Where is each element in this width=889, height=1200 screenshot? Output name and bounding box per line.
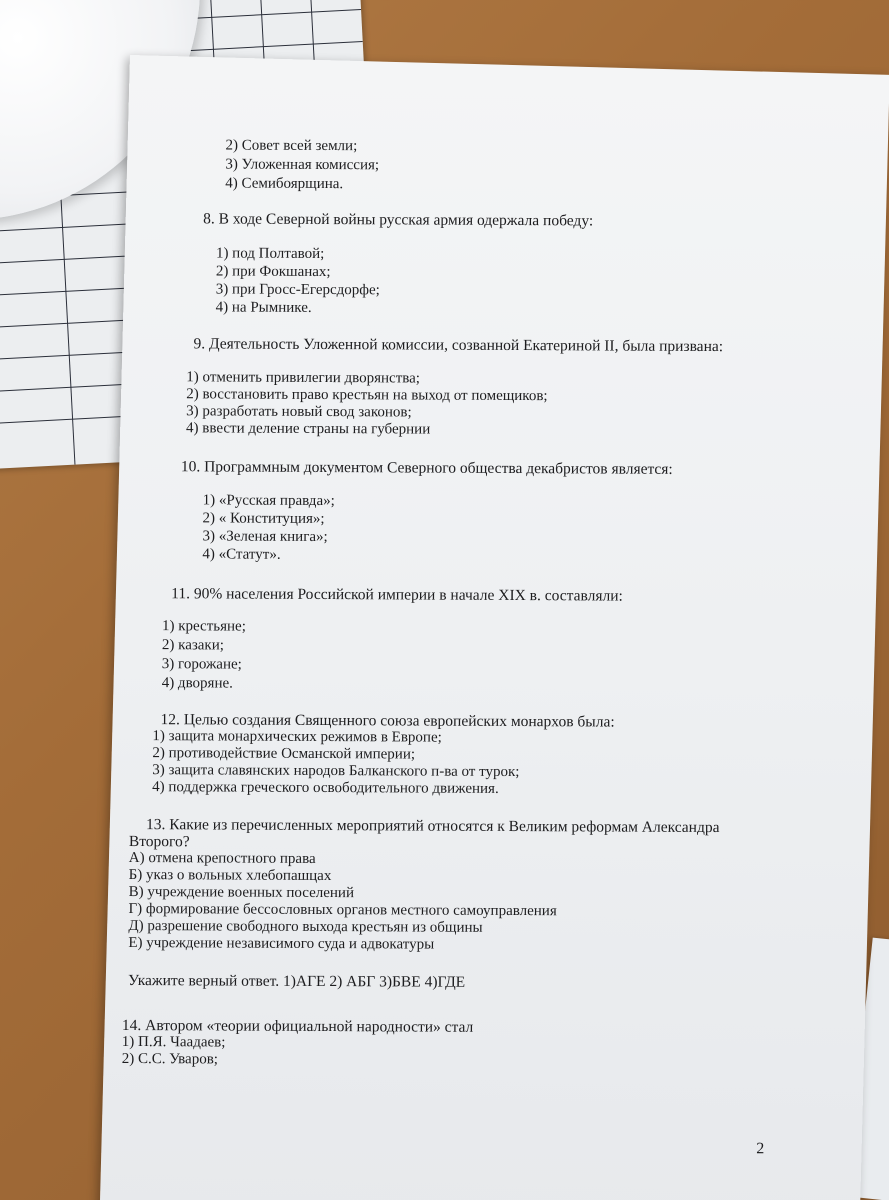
q13-title: 13. Какие из перечисленных мероприятий относятся к Великим реформам Александра: [145, 816, 720, 837]
q11-option: 2) казаки;: [161, 637, 224, 654]
q13-option: Е) учреждение независимого суда и адвокатуры: [128, 935, 435, 953]
q11-option: 3) горожане;: [161, 656, 242, 673]
q12-option: 1) защита монархических режимов в Европе;: [152, 728, 442, 746]
q8-option: 1) под Полтавой;: [215, 245, 325, 263]
q10-option: 1) «Русская правда»;: [202, 492, 335, 510]
q14-option: 1) П.Я. Чаадаев;: [121, 1033, 226, 1051]
q10-title: 10. Программным документом Северного общества декабристов является:: [180, 458, 673, 478]
q12-option: 3) защита славянских народов Балканского п-ва от турок;: [152, 762, 520, 781]
q8-option: 3) при Гросс-Егерсдорфе;: [215, 281, 380, 299]
q9-option: 1) отменить привилегии дворянства;: [186, 369, 421, 387]
q12-title: 12. Целью создания Священного союза европейских монархов была:: [160, 711, 615, 731]
q13-option: В) учреждение военных поселений: [128, 884, 355, 902]
q8-option: 2) при Фокшанах;: [215, 263, 331, 281]
q12-option: 2) противодействие Османской империи;: [152, 745, 416, 763]
q13-answer-prompt: Укажите верный ответ. 1)АГЕ 2) АБГ 3)БВЕ 4)ГДЕ: [128, 972, 466, 991]
q11-title: 11. 90% населения Российской империи в начале XIX в. составляли:: [171, 585, 623, 605]
q8-option: 4) на Рымнике.: [215, 299, 312, 316]
q7-option: 3) Уложенная комиссия;: [225, 156, 380, 174]
q7-option: 4) Семибоярщина.: [225, 175, 344, 193]
q14-option: 2) С.С. Уваров;: [121, 1050, 219, 1068]
q13-option: Д) разрешение свободного выхода крестьян из общины: [128, 918, 483, 936]
q13-option: Б) указ о вольных хлебопашцах: [128, 867, 332, 885]
q13-option: А) отмена крепостного права: [128, 850, 316, 867]
q9-option: 2) восстановить право крестьян на выход от помещиков;: [186, 386, 548, 405]
q12-option: 4) поддержка греческого освободительного движения.: [152, 779, 499, 797]
q8-title: 8. В ходе Северной войны русская армия одержала победу:: [203, 210, 594, 230]
q10-option: 3) «Зеленая книга»;: [202, 528, 328, 546]
q11-option: 4) дворяне.: [161, 675, 233, 692]
q13-title-cont: Второго?: [128, 833, 190, 851]
q13-option: Г) формирование бессословных органов местного самоуправления: [128, 901, 557, 920]
q10-option: 4) «Статут».: [202, 546, 281, 563]
q9-option: 4) ввести деление страны на губернии: [186, 420, 431, 438]
q9-option: 3) разработать новый свод законов;: [186, 403, 412, 421]
q14-title: 14. Автором «теории официальной народности» стал: [121, 1016, 474, 1036]
test-page: [100, 55, 889, 1200]
page-number: 2: [756, 1140, 765, 1158]
q9-title: 9. Деятельность Уложенной комиссии, созванной Екатериной II, была призвана:: [193, 335, 724, 356]
page-content: [121, 55, 889, 1200]
q11-option: 1) крестьяне;: [161, 618, 246, 635]
q7-option: 2) Совет всей земли;: [225, 137, 358, 155]
q10-option: 2) « Конституция»;: [202, 510, 325, 528]
